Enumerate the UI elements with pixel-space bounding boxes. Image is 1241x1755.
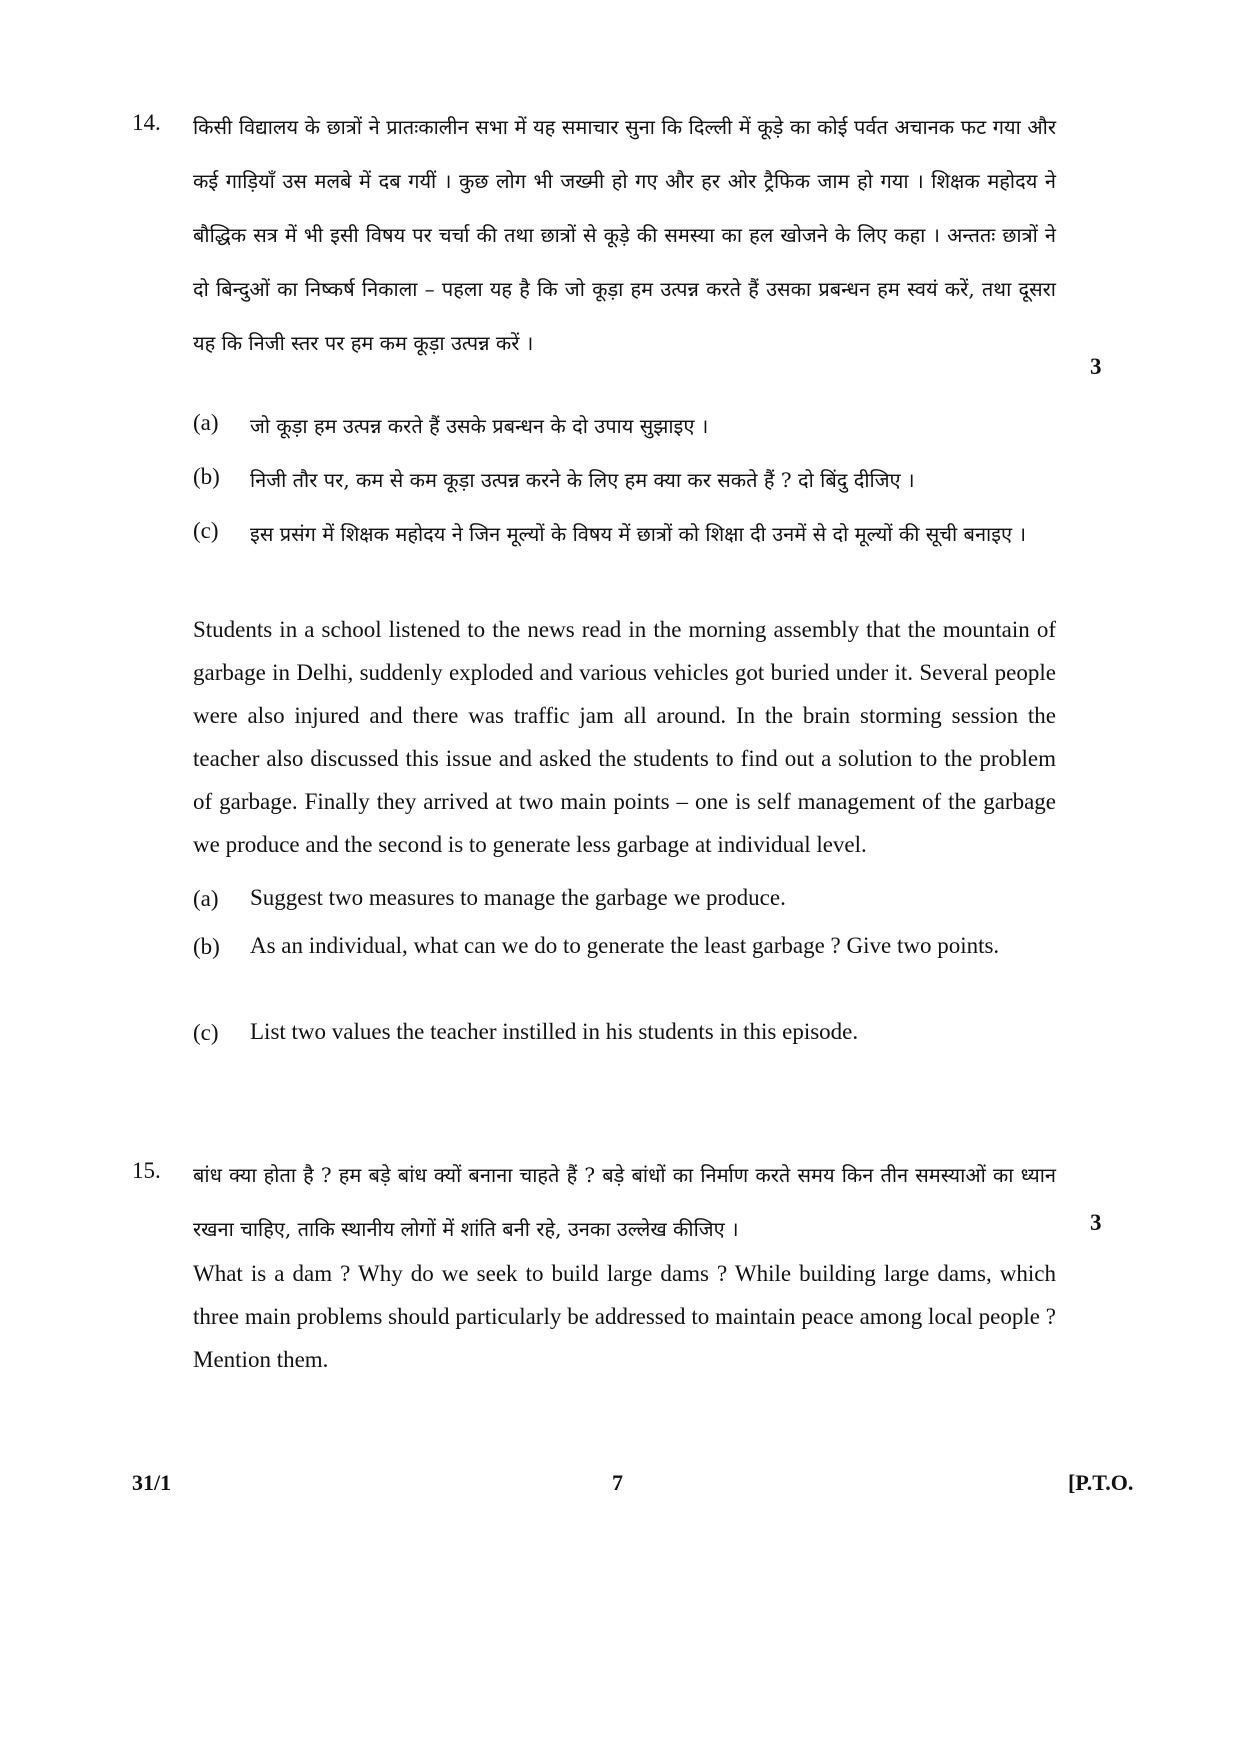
question-15-marks: 3 — [1090, 1210, 1102, 1235]
question-15-hindi-text: बांध क्या होता है ? हम बड़े बांध क्यों बनाना चाहते हैं ? बड़े बांधों का निर्माण करते समय किन तीन समस्याओं का ध्यान रखना चाहिए, ताकि स्थानीय लोगों में शांति बनी रहे, उनका उल्लेख कीजिए । — [193, 1163, 1056, 1241]
sub-label: (b) — [193, 464, 220, 489]
page-number: 7 — [612, 1470, 623, 1495]
sub-text: As an individual, what can we do to generate the least garbage ? Give two points. — [250, 933, 1000, 958]
paper-code: 31/1 — [132, 1470, 172, 1495]
question-14-number: 14. — [132, 110, 161, 135]
sub-label: (a) — [193, 410, 219, 435]
sub-text: Suggest two measures to manage the garbage we produce. — [250, 885, 786, 910]
sub-text: इस प्रसंग में शिक्षक महोदय ने जिन मूल्यों के विषय में छात्रों को शिक्षा दी उनमें से दो मूल्यों की सूची बनाइए । — [250, 522, 1027, 546]
question-14-english-text: Students in a school listened to the news read in the morning assembly that the mountain of garbage in Delhi, suddenly exploded and various vehicles got buried under it. Several people were also injured and there was traffic jam all around. In the brain storming session the teacher also discussed this issue and asked the students to find out a solution to the problem of garbage. Finally they arrived at two main points – one is self management of the garbage we produce and the second is to generate less garbage at individual level. — [193, 617, 1056, 857]
sub-label: (a) — [193, 886, 219, 911]
sub-label: (c) — [193, 518, 219, 543]
question-14-marks: 3 — [1090, 354, 1102, 379]
sub-text: जो कूड़ा हम उत्पन्न करते हैं उसके प्रबन्धन के दो उपाय सुझाइए । — [250, 414, 709, 438]
pto-label: [P.T.O. — [1068, 1470, 1134, 1495]
question-15-english-text: What is a dam ? Why do we seek to build large dams ? While building large dams, which three main problems should particularly be addressed to maintain peace among local people ? Mention them. — [193, 1261, 1056, 1372]
question-15-number: 15. — [132, 1158, 161, 1183]
sub-label: (c) — [193, 1020, 219, 1045]
sub-text: List two values the teacher instilled in his students in this episode. — [250, 1019, 859, 1044]
sub-label: (b) — [193, 934, 220, 959]
question-14-hindi-text: किसी विद्यालय के छात्रों ने प्रातःकालीन सभा में यह समाचार सुना कि दिल्ली में कूड़े का कोई पर्वत अचानक फट गया और कई गाड़ियाँ उस मलबे में दब गयीं । कुछ लोग भी जख्मी हो गए और हर ओर ट्रैफिक जाम हो गया । शिक्षक महोदय ने बौद्धिक सत्र में भी इसी विषय पर चर्चा की तथा छात्रों से कूड़े की समस्या का हल खोजने के लिए कहा । अन्ततः छात्रों ने दो बिन्दुओं का निष्कर्ष निकाला – पहला यह है कि जो कूड़ा हम उत्पन्न करते हैं उसका प्रबन्धन हम स्वयं करें, तथा दूसरा यह कि निजी स्तर पर हम कम कूड़ा उत्पन्न करें । — [193, 115, 1056, 355]
sub-text: निजी तौर पर, कम से कम कूड़ा उत्पन्न करने के लिए हम क्या कर सकते हैं ? दो बिंदु दीजिए । — [250, 468, 915, 492]
